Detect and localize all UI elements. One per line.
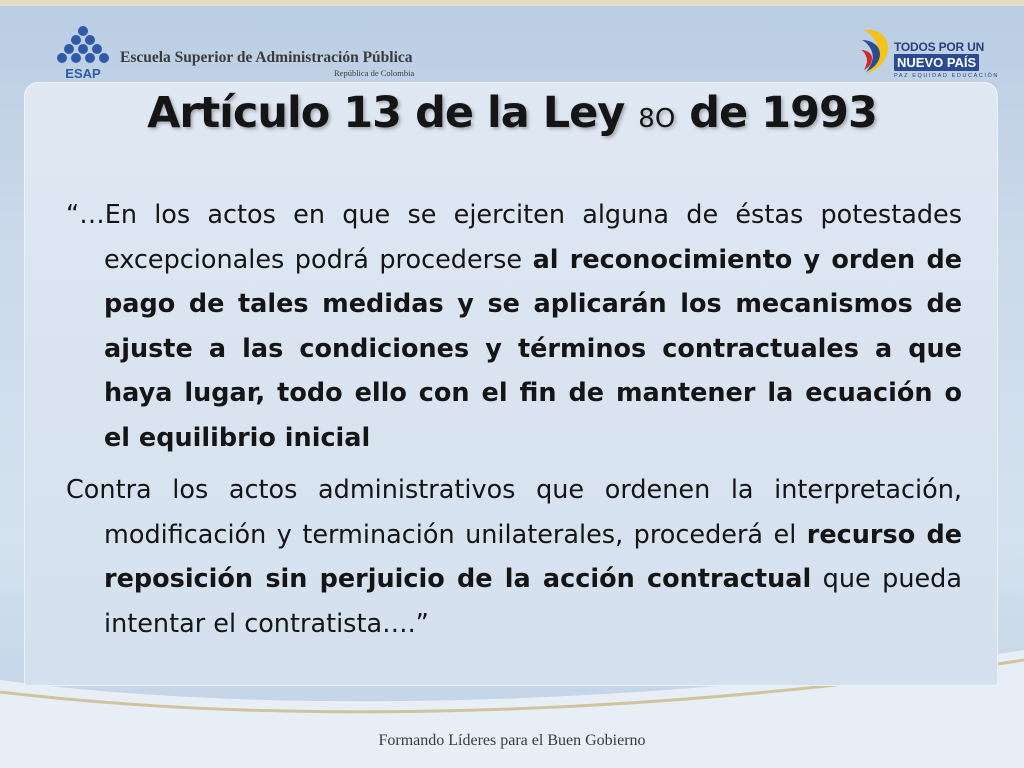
quote-paragraph-2 bbox=[66, 468, 962, 646]
para1-bold: al reconocimiento y orden de pago de tales medidas y se aplicarán los mecanismos de ajuste a las condiciones y términos contractuales a que haya lugar, todo ello con el fin de mantener la ecuación o el equilibrio inicial bbox=[104, 244, 962, 453]
slide-body bbox=[66, 193, 962, 646]
title-part1: Artículo 13 de la Ley bbox=[147, 88, 639, 138]
slide-header bbox=[0, 6, 1024, 84]
slide-title bbox=[0, 88, 1024, 138]
para2-text-1: Contra los actos administrativos que ordenen la interpretación, modificación y terminación unilaterales, procederá el bbox=[66, 475, 962, 550]
svg-text:ESAP: ESAP bbox=[65, 66, 101, 81]
institution-country: República de Colombia bbox=[334, 68, 415, 78]
para1-text: “…En los actos en que se ejerciten alguna de éstas potestades excepcionales podrá procederse bbox=[66, 200, 962, 275]
title-part2: de 1993 bbox=[675, 88, 877, 138]
para2-text-2: que pueda intentar el contratista….” bbox=[104, 564, 962, 639]
gov-logo-line2: NUEVO PAÍS bbox=[894, 54, 979, 71]
institution-name: Escuela Superior de Administración Pública bbox=[120, 49, 413, 66]
slide-footer: Formando Líderes para el Buen Gobierno bbox=[378, 732, 646, 749]
flag-mark-icon bbox=[858, 26, 892, 78]
gov-logo-line1: TODOS POR UN bbox=[894, 40, 985, 54]
government-logo bbox=[858, 26, 1000, 82]
title-law-number: 8O bbox=[638, 104, 676, 134]
quote-paragraph-1 bbox=[66, 193, 962, 460]
gov-logo-line3: PAZ EQUIDAD EDUCACIÓN bbox=[894, 73, 1000, 79]
para2-bold: recurso de reposición sin perjuicio de la acción contractual bbox=[104, 519, 963, 594]
esap-logo-icon bbox=[52, 24, 114, 82]
